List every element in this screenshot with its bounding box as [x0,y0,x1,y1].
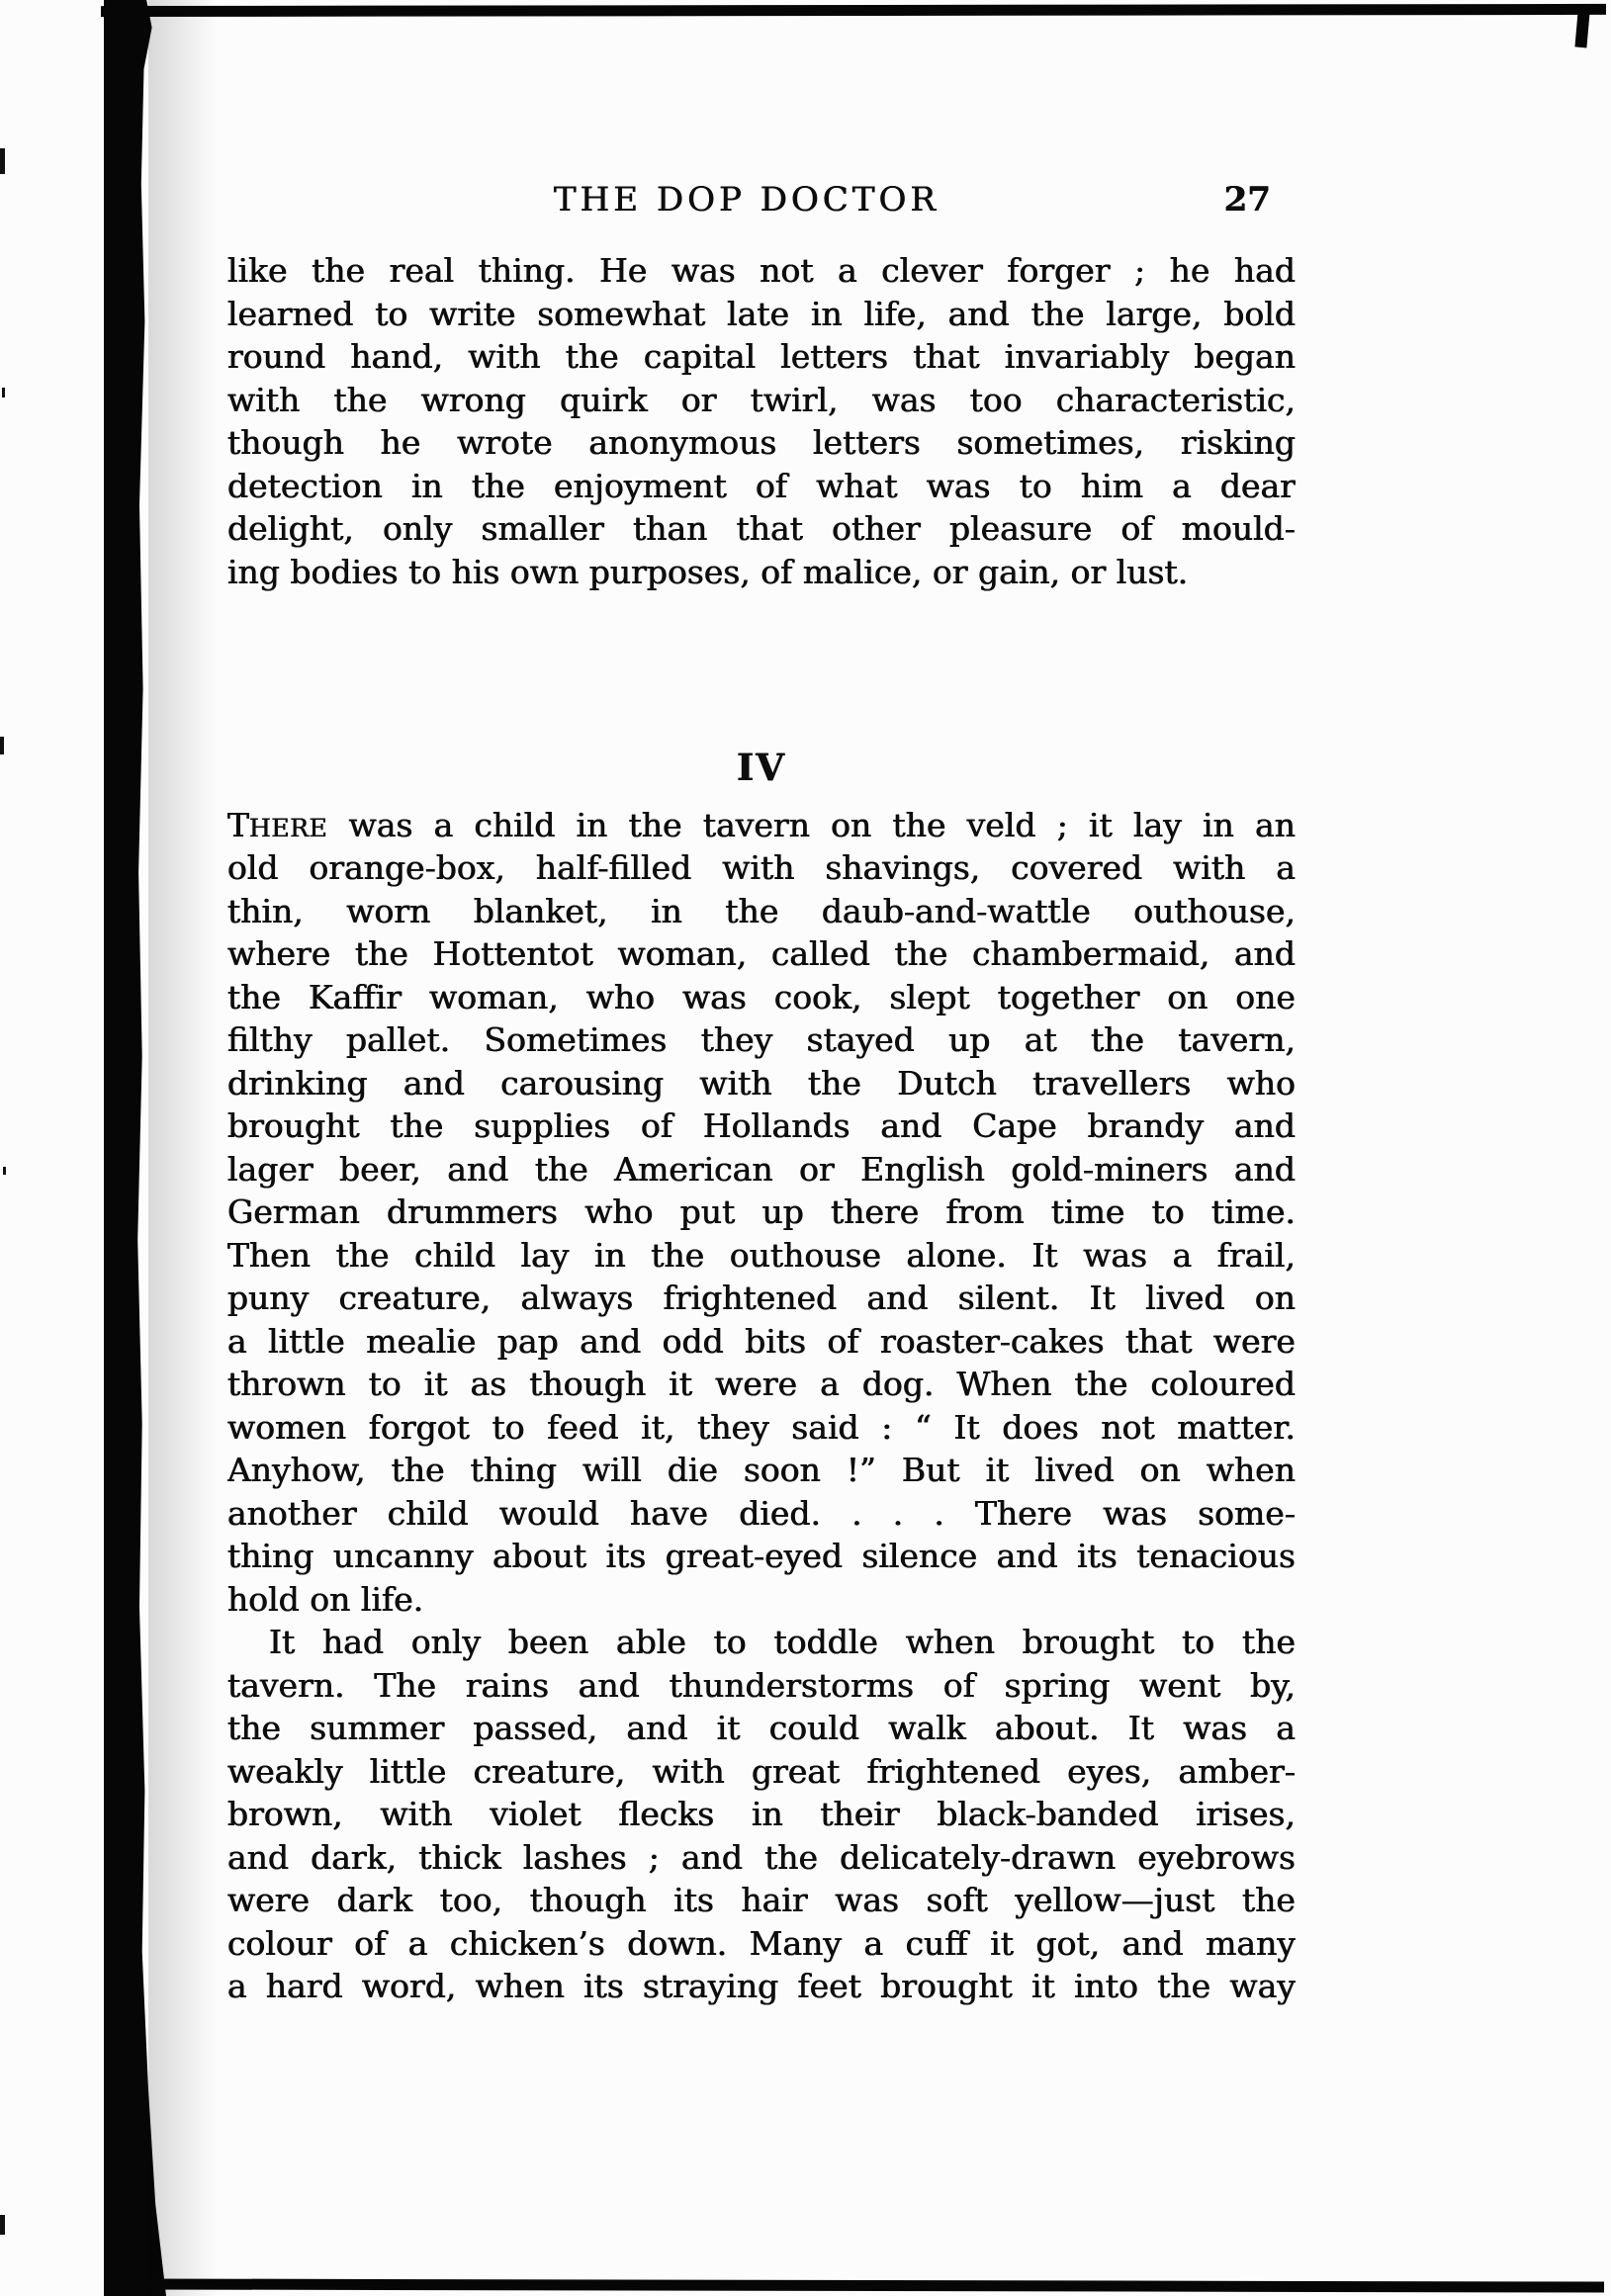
chapter-heading: IV [736,746,786,789]
text-line: lager beer, and the American or English gold-miners and [227,1149,1296,1189]
page-content [227,0,1296,2296]
text-line: brown, with violet flecks in their black-banded irises, [227,1795,1296,1833]
paragraph-toddle [227,1621,1296,2008]
text-line: colour of a chicken’s down. Many a cuff it got, and many [227,1923,1296,1963]
scan-speckle [2,388,5,397]
text-line: a hard word, when its straying feet brought it into the way [227,1967,1296,2005]
text-line: Anyhow, the thing will die soon !” But it lived on when [227,1451,1296,1489]
text-line: like the real thing. He was not a clever forger ; he had [227,251,1296,290]
text-line: the Kaffir woman, who was cook, slept together on one [227,977,1296,1016]
text-line: were dark too, though its hair was soft yellow—just the [227,1881,1296,1919]
text-line: hold on life. [227,1579,424,1619]
text-line: filthy pallet. Sometimes they stayed up at the tavern, [227,1020,1296,1059]
scan-edge-corner-mark [1574,12,1589,48]
text-line: German drummers who put up there from time to time. [227,1192,1296,1231]
scan-speckle [3,1167,6,1175]
text-line: detection in the enjoyment of what was to him a dear [227,466,1296,505]
text-line: women forgot to feed it, they said : “ It does not matter. [227,1407,1296,1447]
text-line: where the Hottentot woman, called the chambermaid, and [227,934,1296,973]
text-line: learned to write somewhat late in life, and the large, bold [227,294,1296,333]
text-line: brought the supplies of Hollands and Cape brandy and [227,1106,1296,1145]
text-line: puny creature, always frightened and silent. It lived on [227,1279,1296,1317]
text-line: old orange-box, half-filled with shavings, covered with a [227,848,1296,887]
text-line: ing bodies to his own purposes, of malice, or gain, or lust. [227,552,1189,591]
text-line: and dark, thick lashes ; and the delicately-drawn eyebrows [227,1837,1296,1877]
text-line: the summer passed, and it could walk about. It was a [227,1709,1296,1747]
paragraph-continuation [227,249,1296,593]
running-title: THE DOP DOCTOR [553,180,940,220]
text-line: It had only been able to toddle when brought to the [269,1623,1296,1661]
text-line: drinking and carousing with the Dutch travellers who [227,1063,1296,1103]
page-number: 27 [1223,180,1271,220]
body-text [227,249,1296,2008]
text-line: another child would have died. . . . There was some- [227,1493,1296,1533]
chapter-opening-paragraph [227,804,1296,1622]
text-line: tavern. The rains and thunderstorms of spring went by, [227,1665,1296,1705]
small-caps-lead: HERE [249,813,328,842]
scan-gutter-shadow [148,0,218,2296]
text-line: thrown to it as though it were a dog. When the coloured [227,1365,1296,1403]
text-line: weakly little creature, with great frightened eyes, amber- [227,1751,1296,1791]
text-line: Then the child lay in the outhouse alone. It was a frail, [227,1235,1296,1275]
scan-speckle [0,148,5,174]
text-line: delight, only smaller than that other pleasure of mould- [227,509,1296,548]
running-header [227,180,1296,223]
text-line: thing uncanny about its great-eyed silence and its tenacious [227,1537,1296,1575]
text-line: THERE was a child in the tavern on the veld ; it lay in an [227,805,1296,844]
text-line: though he wrote anonymous letters sometimes, risking [227,423,1296,462]
text-line: round hand, with the capital letters that invariably began [227,337,1296,376]
scan-speckle [0,2215,5,2235]
text-line: with the wrong quirk or twirl, was too characteristic, [227,380,1296,419]
text-line: thin, worn blanket, in the daub-and-wattle outhouse, [227,891,1296,930]
scan-speckle [0,737,4,754]
text-line: a little mealie pap and odd bits of roaster-cakes that were [227,1321,1296,1361]
